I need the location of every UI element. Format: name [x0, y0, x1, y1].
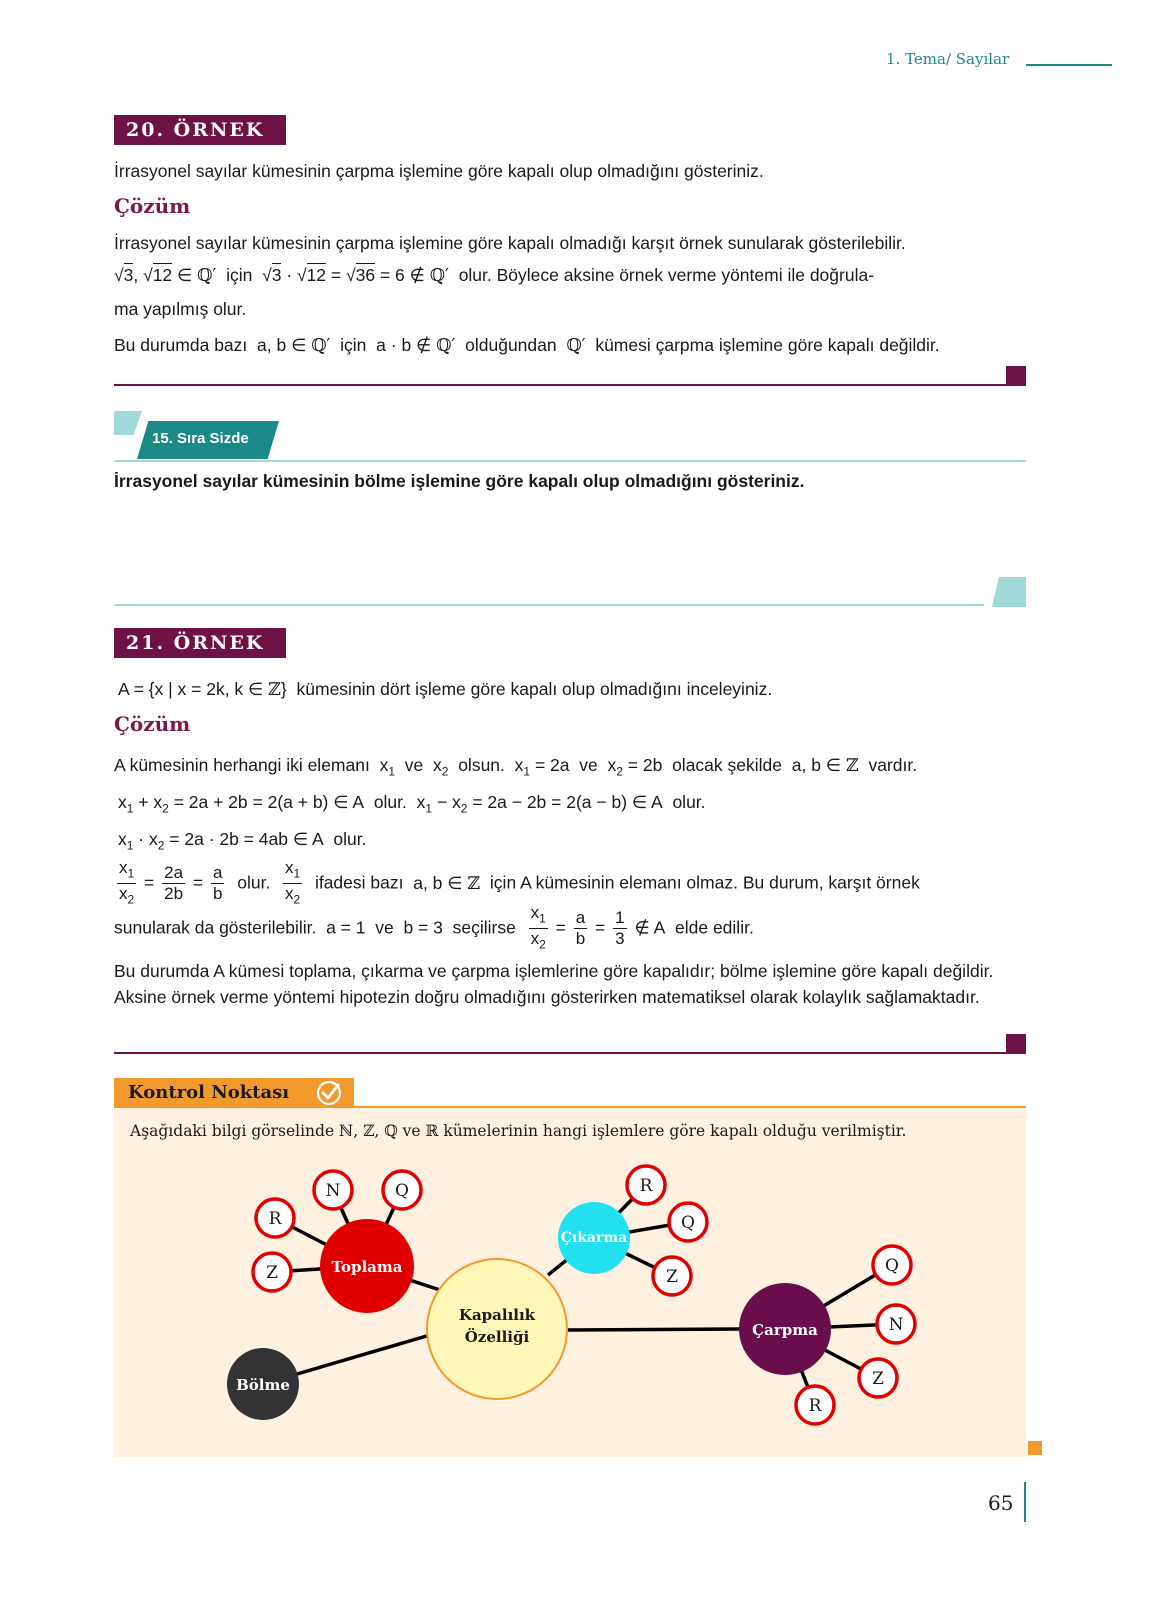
- fraction: $\frac{x_1}{x_2}$: [119, 858, 135, 907]
- set-label: Z: [872, 1369, 884, 1389]
- set-label: R: [639, 1176, 653, 1196]
- kontrol-title: Kontrol Noktası: [128, 1082, 290, 1103]
- text: olur.: [672, 792, 706, 812]
- text: için: [340, 335, 367, 355]
- sira-sizde-rule: [114, 460, 1026, 462]
- math-expr: $x_1 \cdot x_2 = 2a \cdot 2b = 4ab$ ∈ A: [118, 829, 329, 853]
- set-label: N: [888, 1315, 904, 1335]
- text: vardır.: [868, 755, 918, 775]
- fraction: $\frac{a}{b}$: [213, 863, 223, 904]
- example-21-question: [118, 676, 772, 703]
- example-20-line2: [114, 262, 874, 289]
- set-label: Z: [666, 1267, 678, 1287]
- header-rule: [1026, 64, 1112, 66]
- math-expr: $x_1 - x_2 = 2a - 2b = 2(a - b)$ ∈ A: [411, 792, 668, 816]
- math-expr: a, b ∈ ℤ: [786, 755, 859, 776]
- closure-diagram: [114, 1150, 1026, 1450]
- text: kümesinin dört işleme göre kapalı olup olmadığını inceleyiniz.: [296, 679, 773, 699]
- set-label: Q: [681, 1213, 695, 1233]
- center-label-2: Özelliği: [464, 1328, 530, 1346]
- math-expr: a · b ∉ ℚ′: [371, 335, 456, 356]
- math-expr: $x_2$: [428, 755, 449, 779]
- divider-end-square: [1006, 366, 1026, 386]
- math-expr: a, b ∈ ℚ′: [252, 335, 331, 356]
- example-21-paragraph: Bu durumda A kümesi toplama, çıkarma ve çarpma işlemlerine göre kapalıdır; bölme işlemine göre kapalı değildir. Aksine örnek verme yöntemi hipotezin doğru olmadığını gösterirken matematiksel olarak kolaylık sağlamaktadır.: [114, 961, 994, 1007]
- example-21-line3: [118, 826, 367, 859]
- text: kümesi çarpma işlemine göre kapalı değildir.: [595, 335, 940, 355]
- text: elde edilir.: [675, 917, 754, 938]
- example-20-line3: ma yapılmış olur.: [114, 299, 247, 319]
- text: olur.: [373, 792, 407, 812]
- math-expr: a, b ∈ ℤ: [408, 872, 481, 894]
- text-icin: için: [226, 265, 253, 285]
- divider-end-square: [1006, 1034, 1026, 1054]
- set-label: R: [808, 1396, 822, 1416]
- fraction: $\frac{a}{b}$: [575, 908, 586, 949]
- text: olur.: [237, 872, 271, 893]
- text: ve: [375, 917, 394, 938]
- text: ve: [579, 755, 598, 775]
- math-expr: $x_1 + x_2 = 2a + 2b = 2(a + b)$ ∈ A: [118, 792, 369, 816]
- text: olduğundan: [465, 335, 557, 355]
- example-20-solution-heading: Çözüm: [114, 194, 191, 218]
- sira-sizde-accent: [114, 411, 142, 435]
- sira-sizde-question: İrrasyonel sayılar kümesinin bölme işlemine göre kapalı olup olmadığını gösteriniz.: [114, 471, 805, 491]
- example-20-title: 20. ÖRNEK: [114, 115, 286, 145]
- cikarma-label: Çıkarma: [560, 1230, 628, 1246]
- text: olur.: [333, 829, 367, 849]
- kontrol-intro: Aşağıdaki bilgi görselinde ℕ, ℤ, ℚ ve ℝ kümelerinin hangi işlemlere göre kapalı olduğu verilmiştir.: [130, 1122, 907, 1140]
- checkmark-icon: [316, 1080, 342, 1106]
- example-20-line1: İrrasyonel sayılar kümesinin çarpma işlemine göre kapalı olmadığı karşıt örnek sunularak gösterilebilir.: [114, 233, 906, 253]
- text: sunularak da gösterilebilir.: [114, 917, 317, 938]
- set-label: Z: [266, 1263, 278, 1283]
- sira-sizde-label: 15. Sıra Sizde: [152, 430, 249, 447]
- example-21-solution-heading: Çözüm: [114, 712, 191, 736]
- math-expr: b = 3: [398, 917, 448, 938]
- math-expr: a = 1: [321, 917, 371, 938]
- text: seçilirse: [452, 917, 516, 938]
- math-expr: ℚ′: [566, 336, 586, 356]
- math-expr: $x_2 = 2b$: [602, 755, 668, 779]
- carpma-label: Çarpma: [752, 1321, 818, 1339]
- example-20-line4: [114, 332, 940, 359]
- set-label: Q: [395, 1181, 409, 1201]
- example-21-line2: [118, 789, 706, 822]
- fraction: $\frac{2a}{2b}$: [164, 863, 184, 904]
- toplama-label: Toplama: [331, 1258, 403, 1276]
- page-number: 65: [988, 1491, 1014, 1515]
- bolme-label: Bölme: [236, 1376, 290, 1394]
- math-expr: $x_1 = 2a$: [509, 755, 575, 779]
- math-expr: √3 · √12 = √36 = 6 ∉ ℚ′: [262, 265, 449, 286]
- example-21-line1: [114, 752, 917, 785]
- example-20-question: İrrasyonel sayılar kümesinin çarpma işlemine göre kapalı olup olmadığını gösteriniz.: [114, 161, 764, 181]
- page-number-rule: [1024, 1482, 1026, 1522]
- example-21-line4: $\frac{x_1}{x_2}$ = $\frac{2a}{2b}$ = $\frac{a}{b}$ olur. $\frac{x_1}{x_2}$ ifadesi bazı a, b ∈ ℤ için A kümesinin elemanı olmaz. Bu durum, karşıt örnek: [114, 858, 1026, 910]
- center-label-1: Kapalılık: [458, 1306, 536, 1324]
- header-theme: 1. Tema/ Sayılar: [886, 50, 1010, 68]
- text: A kümesinin herhangi iki elemanı: [114, 755, 370, 775]
- text-olur: olur. Böylece aksine örnek verme yöntemi ile doğrula-: [458, 265, 875, 285]
- set-label: N: [325, 1181, 341, 1201]
- example-21-title: 21. ÖRNEK: [114, 628, 286, 658]
- text: olacak şekilde: [672, 755, 782, 775]
- text: ifadesi bazı: [314, 872, 404, 893]
- math-expr: √3, √12 ∈ ℚ′: [114, 265, 217, 286]
- text: için A kümesinin elemanı olmaz. Bu durum, karşıt örnek: [489, 872, 920, 893]
- math-expr: A = {x | x = 2k, k ∈ ℤ}: [118, 679, 287, 700]
- divider: [114, 1052, 1008, 1054]
- sira-sizde-bottom-rule: [114, 604, 984, 606]
- fraction: $\frac{x_1}{x_2}$: [285, 858, 301, 907]
- sira-sizde-bottom-accent: [992, 577, 1026, 607]
- fraction: $\frac{1}{3}$: [615, 908, 625, 949]
- text: Bu durumda bazı: [114, 335, 248, 355]
- text: olsun.: [458, 755, 505, 775]
- math-expr: $x_1$: [374, 755, 396, 779]
- set-label: R: [268, 1209, 282, 1229]
- fraction: $\frac{x_1}{x_2}$: [530, 903, 546, 952]
- example-21-line5: sunularak da gösterilebilir. a = 1 ve b = 3 seçilirse $\frac{x_1}{x_2}$ = $\frac{a}{b}$ = $\frac{1}{3}$ ∉ A elde edilir.: [114, 903, 754, 955]
- set-label: Q: [885, 1256, 899, 1276]
- text: ve: [404, 755, 424, 775]
- kontrol-end-square: [1028, 1441, 1042, 1455]
- divider: [114, 384, 1008, 386]
